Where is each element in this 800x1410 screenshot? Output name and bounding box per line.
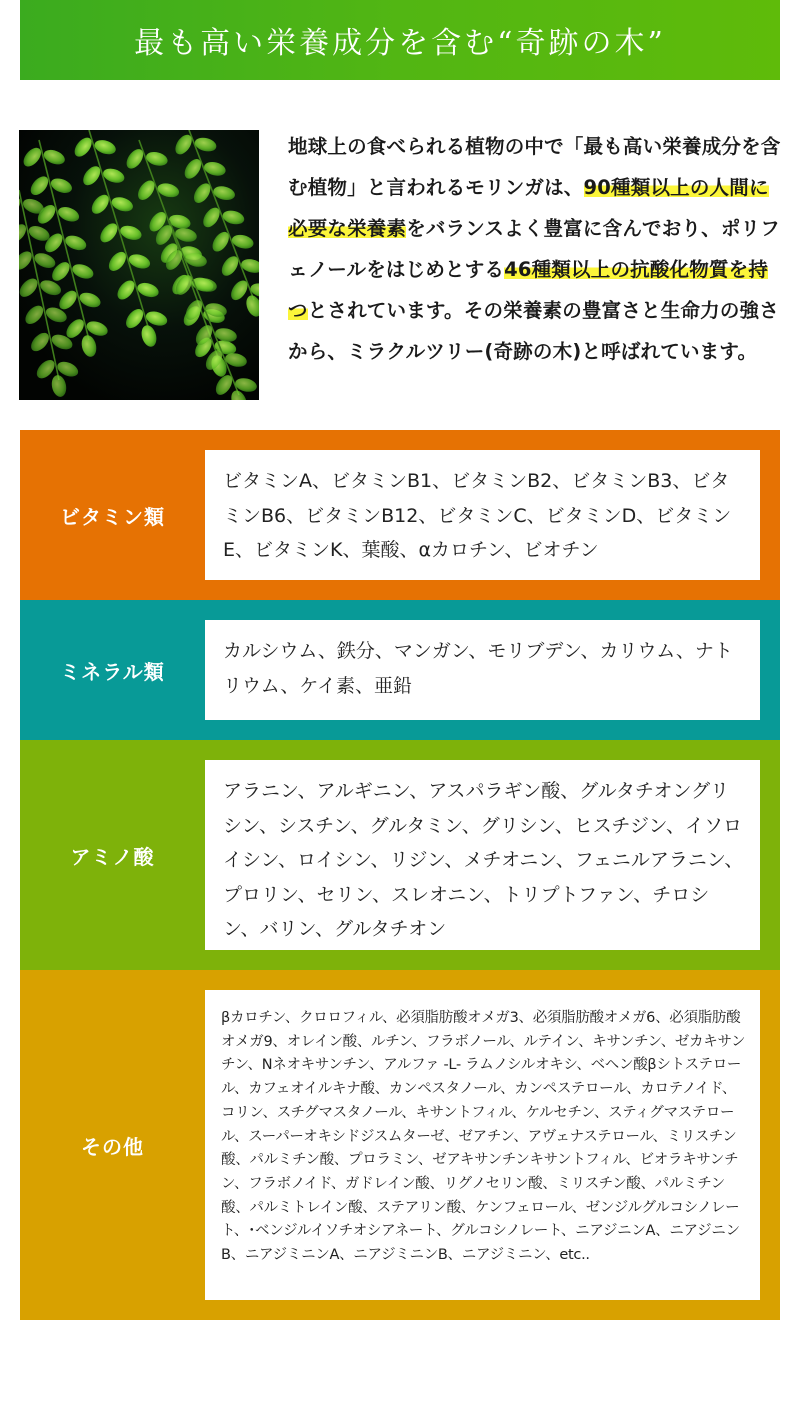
title-banner bbox=[20, 0, 780, 80]
intro-segment: 地球上の食べられる植物の中で「最も高い栄養成分を含む植物」と言われるモリンガは、 bbox=[288, 135, 781, 199]
page-title: 最も高い栄養成分を含む“奇跡の木” bbox=[134, 26, 666, 61]
category-label-minerals: ミネラル類 bbox=[60, 659, 165, 684]
category-content-minerals: カルシウム、鉄分、マンガン、モリブデン、カリウム、ナトリウム、ケイ素、亜鉛 bbox=[205, 620, 760, 720]
moringa-leaf-image bbox=[19, 130, 259, 400]
category-content-other: βカロチン、クロロフィル、必須脂肪酸オメガ3、必須脂肪酸オメガ6、必須脂肪酸オメガ9、オレイン酸、ルチン、フラボノール、ルテイン、キサンチン、ゼカキサンチン、Nネオキサンチン、アルファ -L- ラムノシルオキシ、ベヘン酸βシトステロール、カフェオイルキナ酸、カンペスタノール、カンペステロール、カロテノイド、コリン、スチグマスタノール、キサントフィル、ケルセチン、スティグマステロール、スーパーオキシドジスムターゼ、ゼアチン、アヴェナステロール、ミリスチン酸、パルミチン酸、プロラミン、ゼアキサンチンキサントフィル、ビオラキサンチン、フラボノイド、ガドレイン酸、リグノセリン酸、ミリスチン酸、パルミチン酸、パルミトレイン酸、ステアリン酸、ケンフェロール、ゼンジルグルコシノレート、･ベンジルイソチオシアネート、グルコシノレート、ニアジニンA、ニアジニンB、ニアジミニンA、ニアジミニンB、ニアジミニン、etc.. bbox=[205, 990, 760, 1300]
intro-highlight: 90種類以上の人間に必要な栄養素 bbox=[288, 176, 769, 240]
category-vitamins bbox=[20, 430, 780, 600]
category-label-vitamins: ビタミン類 bbox=[60, 504, 165, 529]
intro-segment: とされています。その栄養素の豊富さと生命力の強さから、ミラクルツリー(奇跡の木)と呼ばれています。 bbox=[288, 299, 779, 363]
intro-paragraph bbox=[288, 126, 784, 372]
category-amino-acids bbox=[20, 740, 780, 970]
category-label-other: その他 bbox=[81, 1134, 144, 1159]
intro-highlight: 46種類以上の抗酸化物質を持つ bbox=[288, 258, 769, 322]
intro-text bbox=[288, 126, 784, 372]
category-label-amino-acids: アミノ酸 bbox=[70, 844, 155, 869]
category-other bbox=[20, 970, 780, 1320]
category-minerals bbox=[20, 600, 780, 740]
category-content-amino-acids: アラニン、アルギニン、アスパラギン酸、グルタチオングリシン、シスチン、グルタミン、グリシン、ヒスチジン、イソロイシン、ロイシン、リジン、メチオニン、フェニルアラニン、プロリン、セリン、スレオニン、トリプトファン、チロシン、バリン、グルタチオン bbox=[205, 760, 760, 950]
intro-segment: をバランスよく豊富に含んでおり、ポリフェノールをはじめとする bbox=[288, 217, 780, 281]
category-content-vitamins: ビタミンA、ビタミンB1、ビタミンB2、ビタミンB3、ビタミンB6、ビタミンB12、ビタミンC、ビタミンD、ビタミンE、ビタミンK、葉酸、αカロチン、ビオチン bbox=[205, 450, 760, 580]
moringa-leaf-illustration bbox=[19, 130, 259, 400]
